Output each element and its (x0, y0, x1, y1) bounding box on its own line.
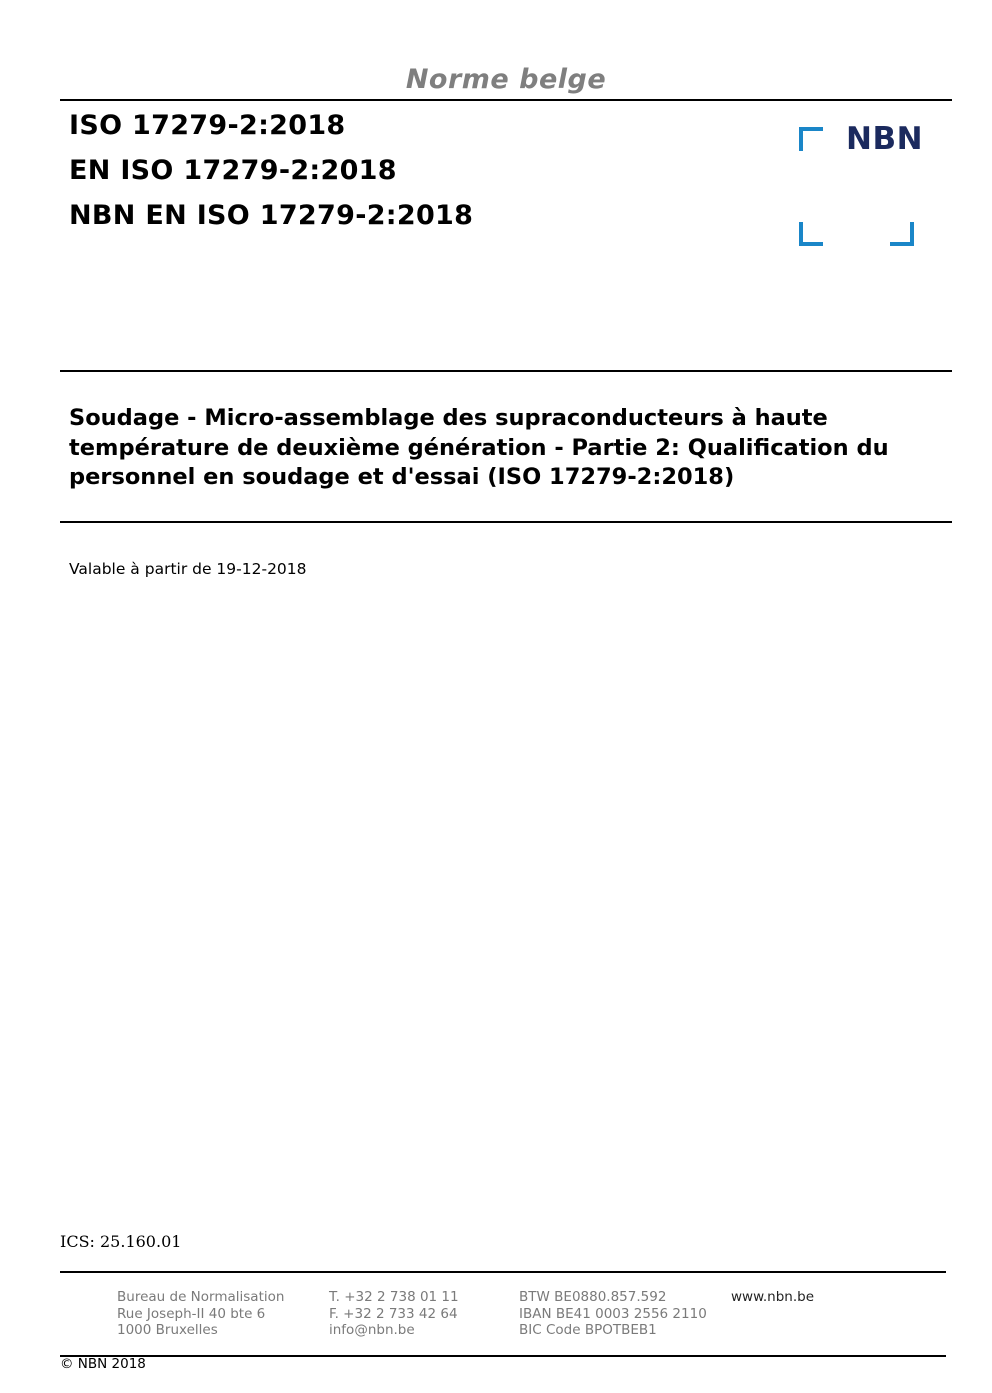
ics-code: ICS: 25.160.01 (60, 1232, 182, 1251)
top-rule (60, 99, 952, 101)
footer-top-rule (60, 1271, 946, 1273)
iso-number: ISO 17279-2:2018 (69, 110, 346, 141)
vat-number: BTW BE0880.857.592 (519, 1289, 667, 1305)
document-type-label: Norme belge (405, 64, 607, 95)
en-iso-number: EN ISO 17279-2:2018 (69, 155, 397, 186)
footer-bottom-rule (60, 1355, 946, 1357)
title-bottom-rule (60, 521, 952, 523)
fax: F. +32 2 733 42 64 (329, 1305, 458, 1322)
nbn-logo-text: NBN (846, 121, 924, 157)
website-link[interactable]: www.nbn.be (731, 1289, 815, 1305)
logo-corner-bottom-left (799, 222, 823, 246)
address-line: 1000 Bruxelles (117, 1322, 218, 1338)
email-link[interactable]: info@nbn.be (329, 1322, 415, 1338)
standard-title: Soudage - Micro-assemblage des supraconducteurs à haute température de deuxième génération - Partie 2: Qualification du personnel en soudage et d'essai (ISO 17279-2:2018) (69, 405, 889, 490)
bic-code: BIC Code BPOTBEB1 (519, 1322, 657, 1338)
footer-address (117, 1289, 284, 1339)
footer-bank (519, 1289, 707, 1339)
logo-corner-bottom-right (890, 222, 914, 246)
footer-website (731, 1289, 814, 1306)
iban: IBAN BE41 0003 2556 2110 (519, 1305, 707, 1322)
address-line: Rue Joseph-II 40 bte 6 (117, 1305, 266, 1322)
valid-from: Valable à partir de 19-12-2018 (69, 560, 307, 578)
footer-contact (329, 1289, 459, 1339)
title-top-rule (60, 370, 952, 372)
copyright: © NBN 2018 (60, 1356, 146, 1372)
address-line: Bureau de Normalisation (117, 1289, 285, 1305)
logo-corner-top-left (799, 127, 823, 151)
phone: T. +32 2 738 01 11 (329, 1289, 459, 1305)
nbn-en-iso-number: NBN EN ISO 17279-2:2018 (69, 200, 474, 231)
